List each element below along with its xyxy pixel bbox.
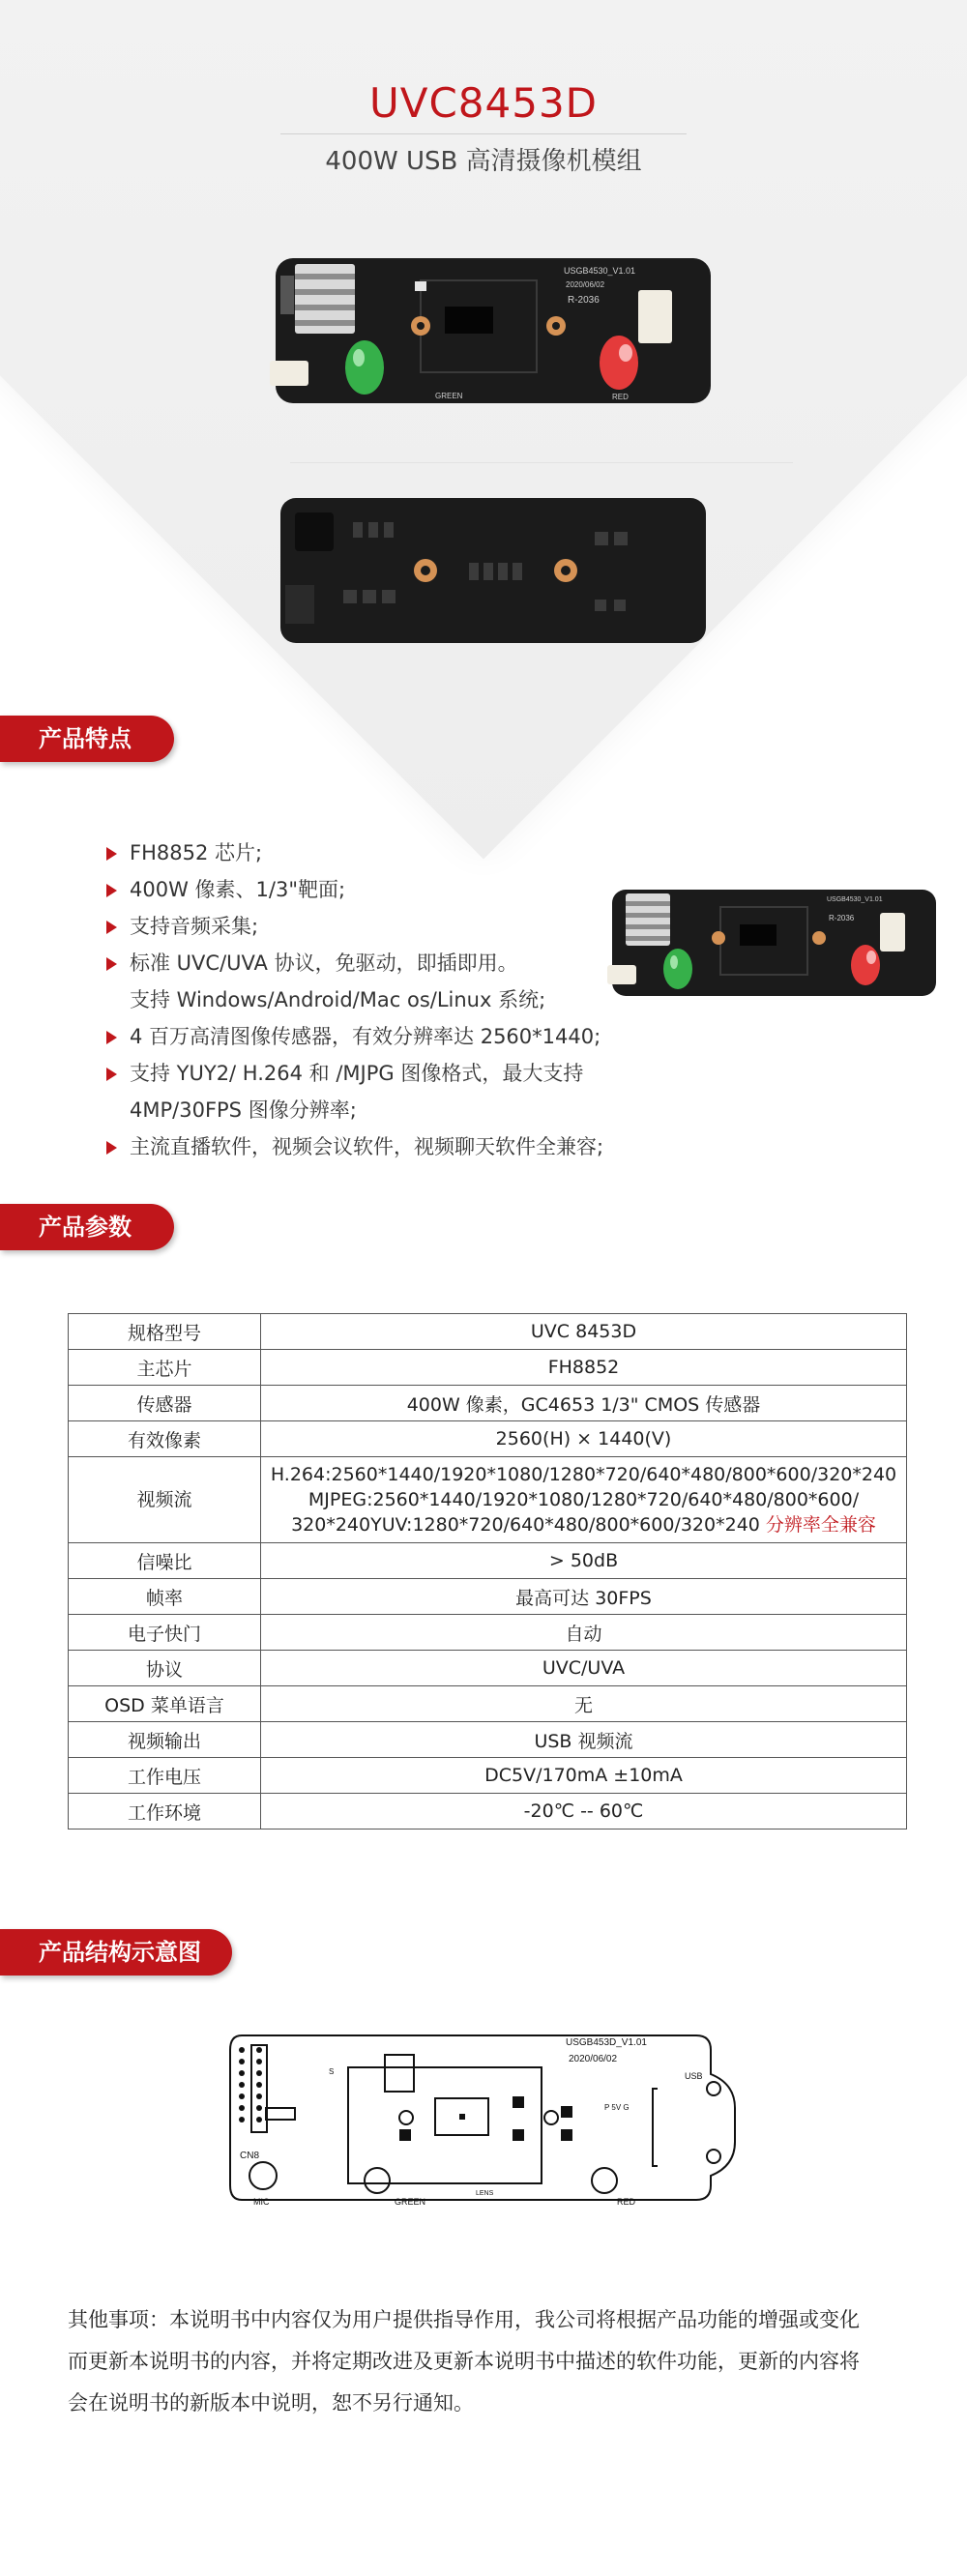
spec-value: DC5V/170mA ±10mA <box>261 1758 907 1794</box>
svg-text:GREEN: GREEN <box>395 2197 426 2207</box>
heatsink-icon <box>295 264 355 334</box>
spec-key: 信噪比 <box>69 1543 261 1579</box>
spec-value: USB 视频流 <box>261 1722 907 1758</box>
section-features-tag: 产品特点 <box>0 716 174 762</box>
feature-item <box>106 945 687 1018</box>
structure-diagram <box>222 2021 745 2214</box>
section-params-tag: 产品参数 <box>0 1204 174 1250</box>
spec-value <box>261 1457 907 1543</box>
feature-text: 支持 YUY2/ H.264 和 /MJPG 图像格式，最大支持 <box>130 1062 584 1085</box>
feature-item: 支持音频采集; <box>106 908 687 945</box>
table-row <box>69 1722 907 1758</box>
table-row <box>69 1386 907 1421</box>
notice-line: 会在说明书的新版本中说明，恕不另行通知。 <box>68 2391 474 2415</box>
feature-item <box>106 1055 687 1128</box>
spec-value: 最高可达 30FPS <box>261 1579 907 1615</box>
table-row <box>69 1421 907 1457</box>
table-row <box>69 1350 907 1386</box>
page-title: UVC8453D <box>368 79 599 127</box>
spec-value: > 50dB <box>261 1543 907 1579</box>
spec-value: FH8852 <box>261 1350 907 1386</box>
feature-item: 主流直播软件，视频会议软件，视频聊天软件全兼容; <box>106 1128 687 1165</box>
spec-value: 400W 像素，GC4653 1/3" CMOS 传感器 <box>261 1386 907 1421</box>
svg-text:RED: RED <box>617 2197 636 2207</box>
spec-value: 2560(H) × 1440(V) <box>261 1421 907 1457</box>
svg-text:USGB4530_V1.01: USGB4530_V1.01 <box>564 266 636 276</box>
table-row <box>69 1615 907 1651</box>
compat-note: 分辨率全兼容 <box>765 1514 876 1536</box>
spec-key: 工作环境 <box>69 1794 261 1830</box>
svg-text:GREEN: GREEN <box>435 392 463 400</box>
feature-continuation: 4MP/30FPS 图像分辨率; <box>130 1098 357 1122</box>
table-row <box>69 1314 907 1350</box>
svg-text:2020/06/02: 2020/06/02 <box>566 280 605 289</box>
table-row <box>69 1686 907 1722</box>
spec-key: 电子快门 <box>69 1615 261 1651</box>
feature-continuation: 支持 Windows/Android/Mac os/Linux 系统; <box>130 988 546 1011</box>
video-stream-line <box>267 1512 900 1537</box>
spec-key: 帧率 <box>69 1579 261 1615</box>
section-structure-tag: 产品结构示意图 <box>0 1929 232 1976</box>
feature-item: FH8852 芯片; <box>106 834 687 871</box>
spec-value: UVC/UVA <box>261 1651 907 1686</box>
video-stream-text: 320*240YUV:1280*720/640*480/800*600/320*240 <box>291 1514 760 1536</box>
svg-text:R-2036: R-2036 <box>568 295 600 306</box>
svg-text:P 5V G: P 5V G <box>604 2103 630 2112</box>
spec-key: 传感器 <box>69 1386 261 1421</box>
table-row <box>69 1457 907 1543</box>
spec-value: UVC 8453D <box>261 1314 907 1350</box>
board-front-image <box>266 247 720 416</box>
board-feature-image <box>604 880 943 1006</box>
svg-text:USGB453D_V1.01: USGB453D_V1.01 <box>566 2037 647 2048</box>
title-divider <box>280 133 687 134</box>
spec-key: 协议 <box>69 1651 261 1686</box>
svg-text:MIC: MIC <box>253 2197 270 2207</box>
spec-key: 有效像素 <box>69 1421 261 1457</box>
table-row <box>69 1794 907 1830</box>
feature-item: 400W 像素、1/3"靶面; <box>106 871 687 908</box>
table-row <box>69 1758 907 1794</box>
image-divider <box>290 462 793 463</box>
spec-key: 规格型号 <box>69 1314 261 1350</box>
table-row <box>69 1651 907 1686</box>
page-subtitle: 400W USB 高清摄像机模组 <box>325 147 642 176</box>
features-list <box>68 834 687 1165</box>
board-back-image <box>276 493 711 653</box>
video-stream-line: MJPEG:2560*1440/1920*1080/1280*720/640*480/800*600/ <box>308 1489 860 1510</box>
video-stream-line: H.264:2560*1440/1920*1080/1280*720/640*480/800*600/320*240 <box>270 1464 897 1485</box>
notice-line: 而更新本说明书的内容，并将定期改进及更新本说明书中描述的软件功能，更新的内容将 <box>68 2350 860 2373</box>
feature-item: 4 百万高清图像传感器，有效分辨率达 2560*1440; <box>106 1018 687 1055</box>
svg-text:RED: RED <box>612 393 629 401</box>
svg-text:2020/06/02: 2020/06/02 <box>569 2054 618 2064</box>
spec-key: 视频输出 <box>69 1722 261 1758</box>
table-row <box>69 1543 907 1579</box>
notice-line: 其他事项：本说明书中内容仅为用户提供指导作用，我公司将根据产品功能的增强或变化 <box>68 2308 860 2331</box>
svg-text:S: S <box>329 2067 335 2076</box>
svg-text:CN8: CN8 <box>240 2151 260 2161</box>
svg-text:LENS: LENS <box>476 2190 494 2197</box>
svg-text:R-2036: R-2036 <box>829 914 855 922</box>
feature-text: 标准 UVC/UVA 协议，免驱动，即插即用。 <box>130 951 518 975</box>
spec-key: 工作电压 <box>69 1758 261 1794</box>
spec-value: 无 <box>261 1686 907 1722</box>
spec-key: 视频流 <box>69 1457 261 1543</box>
spec-value: -20℃ -- 60℃ <box>261 1794 907 1830</box>
notice-text <box>68 2299 909 2424</box>
spec-table <box>68 1313 907 1830</box>
svg-text:USGB4530_V1.01: USGB4530_V1.01 <box>827 896 883 903</box>
spec-key: OSD 菜单语言 <box>69 1686 261 1722</box>
spec-value: 自动 <box>261 1615 907 1651</box>
spec-key: 主芯片 <box>69 1350 261 1386</box>
svg-text:USB: USB <box>685 2071 703 2081</box>
table-row <box>69 1579 907 1615</box>
